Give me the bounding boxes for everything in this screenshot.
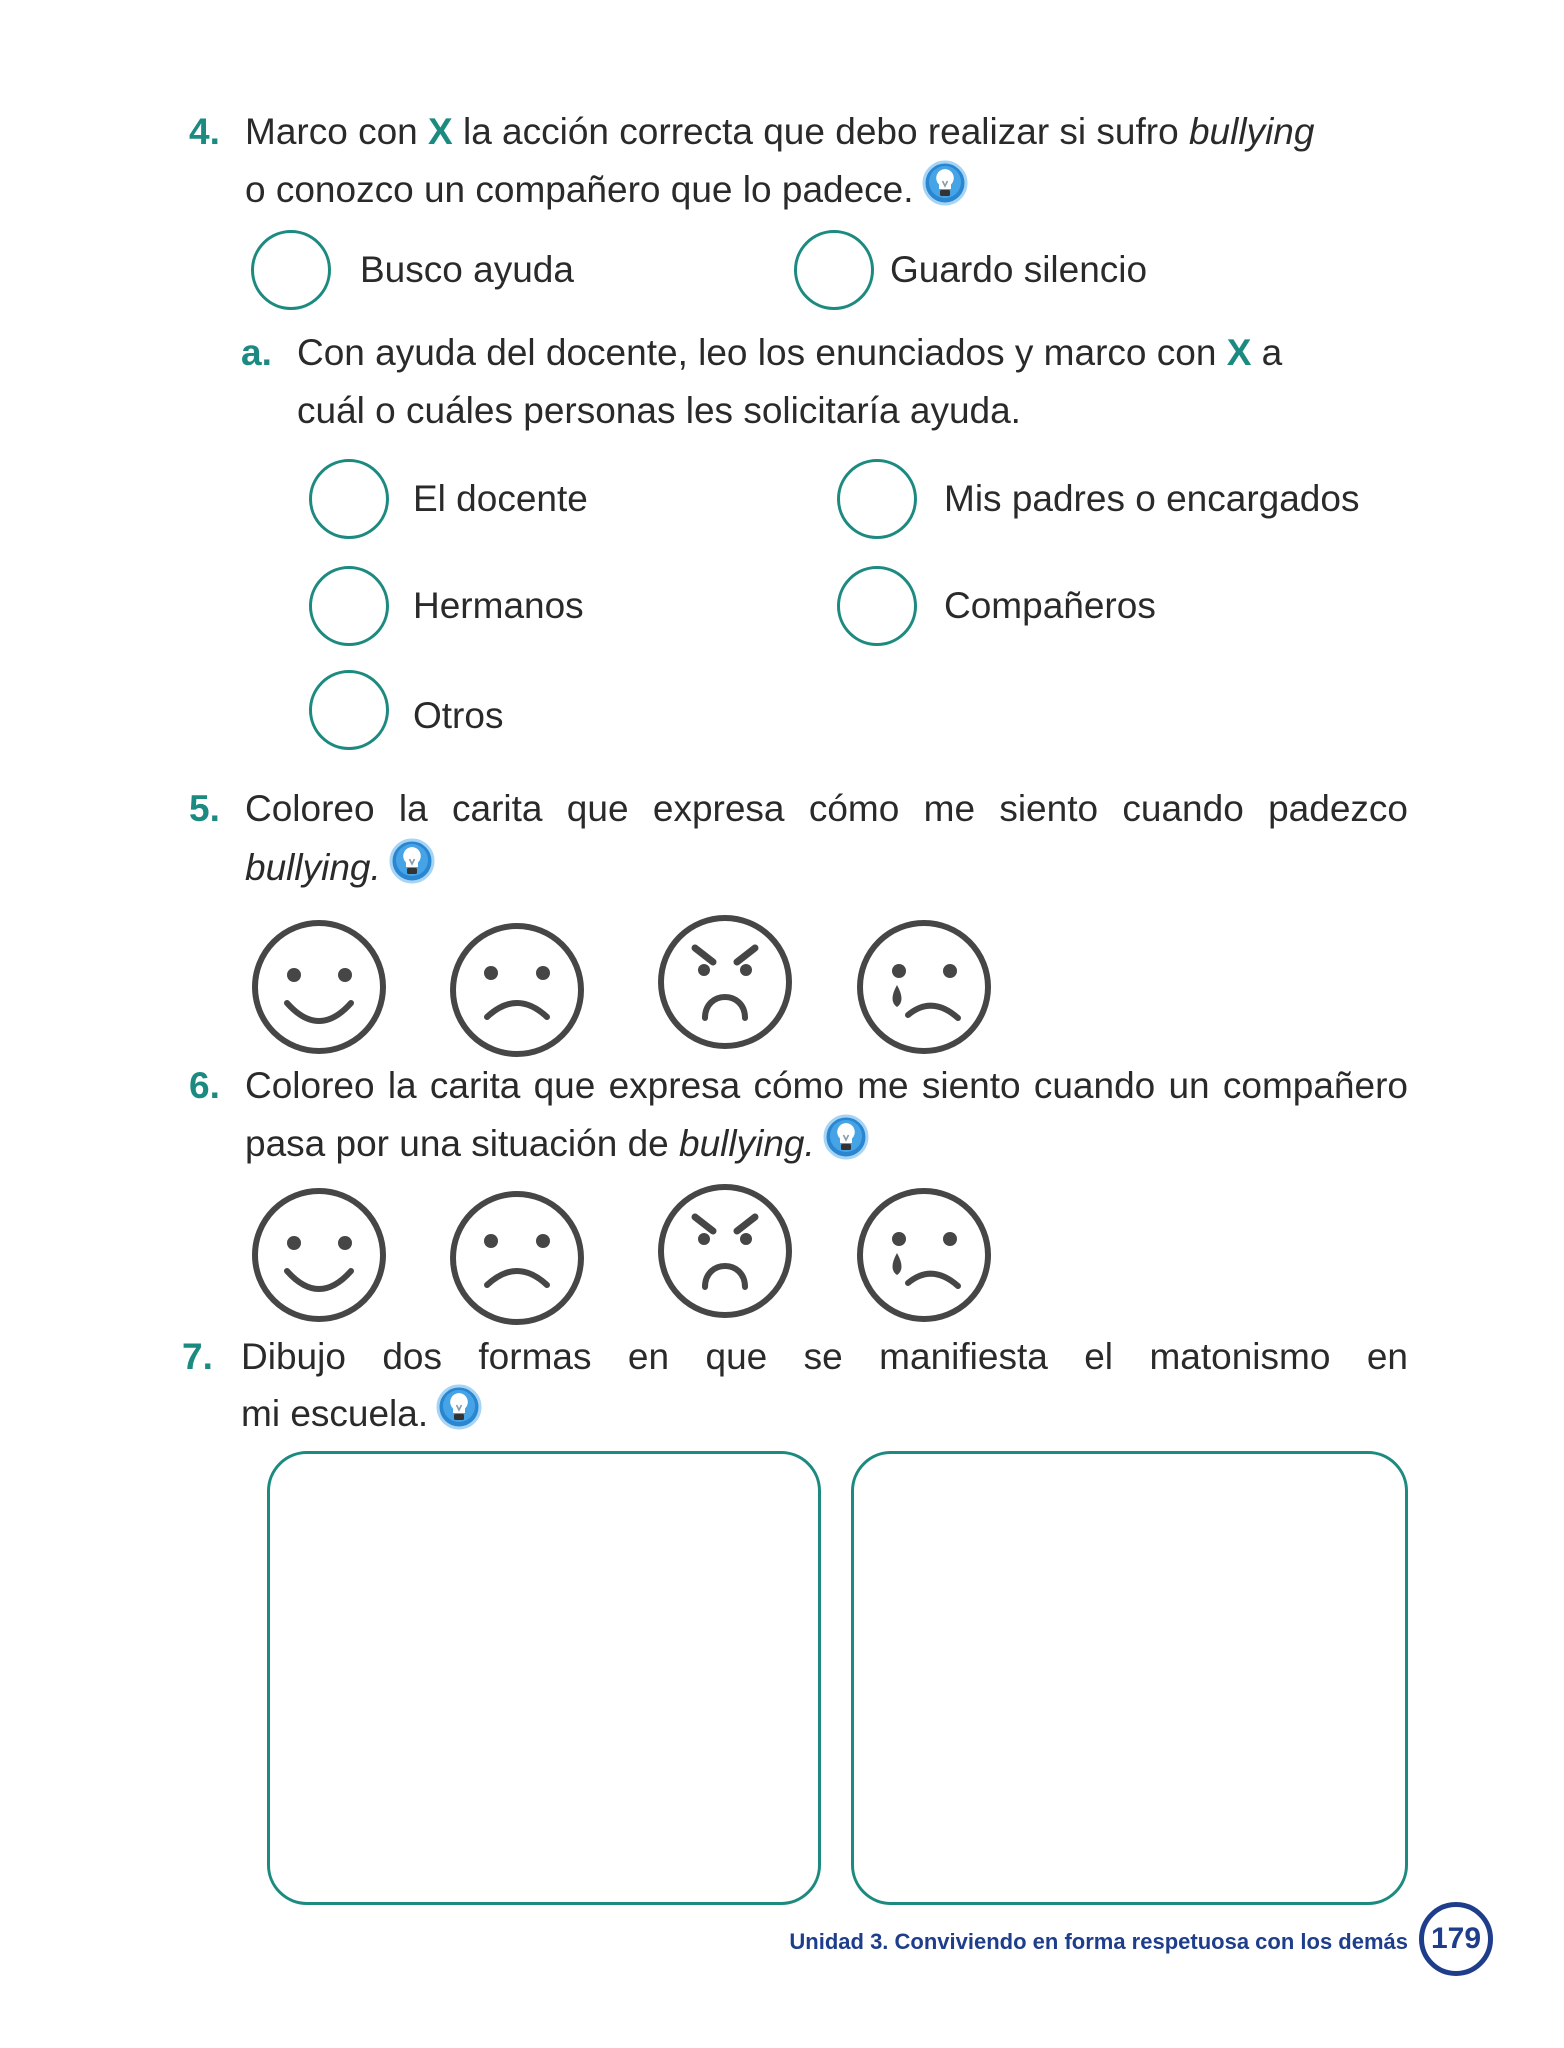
question-4-text-start: Marco con: [245, 111, 429, 152]
sad-face-icon[interactable]: [447, 920, 587, 1060]
option-label-busco-ayuda: Busco ayuda: [360, 249, 574, 290]
option-label-el-docente: El docente: [413, 478, 588, 519]
crying-face-icon[interactable]: [854, 917, 994, 1057]
sub-question-a-letter: a.: [241, 332, 272, 373]
option-label-guardo-silencio: Guardo silencio: [890, 249, 1148, 290]
x-mark: X: [1226, 332, 1252, 373]
crying-face-icon[interactable]: [854, 1185, 994, 1325]
question-4-line-2: [245, 161, 968, 219]
sub-question-a-line-1: [297, 324, 1282, 382]
question-7-number: 7.: [182, 1336, 213, 1377]
lightbulb-icon: [436, 1384, 482, 1430]
question-6-line-2-text: pasa por una situación de: [245, 1123, 680, 1164]
sub-question-a-line-2: cuál o cuáles personas les solicitaría ayuda.: [297, 390, 1021, 431]
checkbox-otros[interactable]: [309, 670, 389, 750]
page-number-badge: 179: [1419, 1902, 1493, 1976]
question-4-italic-word: bullying: [1188, 111, 1315, 152]
question-7-line-1: Dibujo dos formas en que se manifiesta el matonismo en: [241, 1336, 1408, 1377]
option-label-hermanos: Hermanos: [413, 585, 584, 626]
question-4-line-1: [245, 103, 1314, 161]
angry-face-icon[interactable]: [655, 912, 795, 1052]
question-6-line-2: [245, 1115, 869, 1173]
happy-face-icon[interactable]: [249, 1185, 389, 1325]
question-5-line-1: Coloreo la carita que expresa cómo me siento cuando padezco: [245, 788, 1408, 829]
x-mark: X: [428, 111, 453, 152]
question-5-italic-word: bullying.: [245, 847, 381, 888]
question-6-line-1: Coloreo la carita que expresa cómo me siento cuando un compañero: [245, 1065, 1408, 1106]
sub-question-a-text-start: Con ayuda del docente, leo los enunciados y marco con: [297, 332, 1227, 373]
question-6-number: 6.: [189, 1065, 220, 1106]
lightbulb-icon: [823, 1114, 869, 1160]
checkbox-el-docente[interactable]: [309, 459, 389, 539]
question-5-line-2: [245, 839, 435, 897]
question-4-line-2-text: o conozco un compañero que lo padece.: [245, 169, 914, 210]
question-7-line-2-text: mi escuela.: [241, 1393, 429, 1434]
angry-face-icon[interactable]: [655, 1181, 795, 1321]
sub-question-a-text-end: a: [1251, 332, 1283, 373]
question-4-number: 4.: [189, 111, 220, 152]
checkbox-hermanos[interactable]: [309, 566, 389, 646]
drawing-box-1[interactable]: [267, 1451, 821, 1905]
question-4-text-end: la acción correcta que debo realizar si sufro: [452, 111, 1189, 152]
option-label-mis-padres: Mis padres o encargados: [944, 478, 1360, 519]
question-7-line-2: [241, 1385, 482, 1443]
footer-unit-title: Unidad 3. Conviviendo en forma respetuosa con los demás: [789, 1929, 1408, 1954]
checkbox-companeros[interactable]: [837, 566, 917, 646]
lightbulb-icon: [389, 838, 435, 884]
checkbox-mis-padres[interactable]: [837, 459, 917, 539]
checkbox-guardo-silencio[interactable]: [794, 230, 874, 310]
option-label-companeros: Compañeros: [944, 585, 1156, 626]
drawing-box-2[interactable]: [851, 1451, 1408, 1905]
sad-face-icon[interactable]: [447, 1188, 587, 1328]
lightbulb-icon: [922, 160, 968, 206]
question-5-number: 5.: [189, 788, 220, 829]
checkbox-busco-ayuda[interactable]: [251, 230, 331, 310]
happy-face-icon[interactable]: [249, 917, 389, 1057]
option-label-otros: Otros: [413, 695, 504, 736]
question-6-italic-word: bullying.: [679, 1123, 815, 1164]
